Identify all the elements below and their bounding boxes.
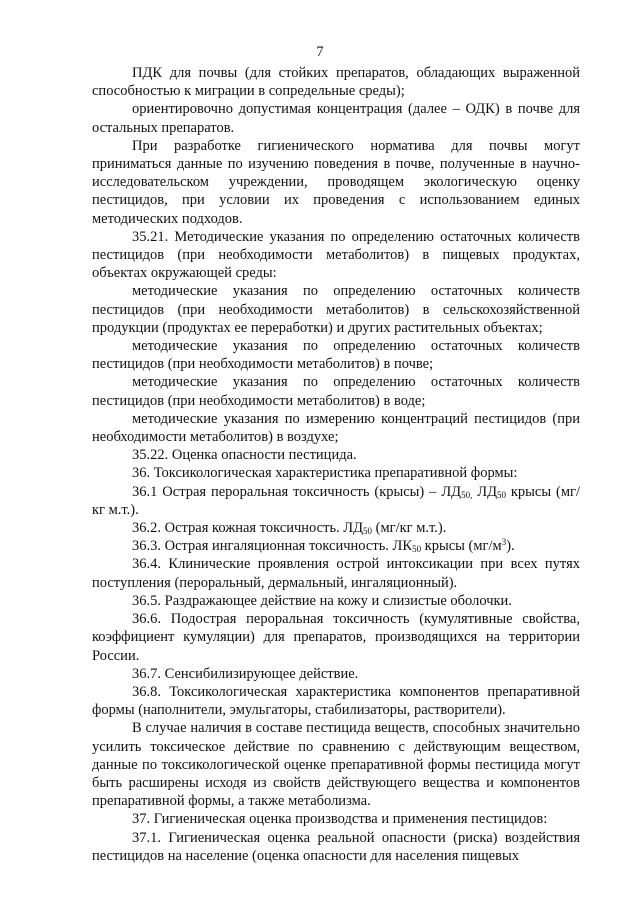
paragraph: 36. Токсикологическая характеристика препаративной формы: [132, 465, 518, 482]
paragraph: 37.1. Гигиеническая оценка реальной опасности (риска) воздействия пестицидов на население (оценка опасности для населения пищевых [92, 829, 580, 864]
text-run: 36.1 Острая пероральная токсичность (крысы) – ЛД [132, 483, 462, 500]
paragraph: При разработке гигиенического норматива для почвы могут приниматься данные по изучению поведения в почве, полученные в научно-исследовательском учреждении, проводящем экологическую оценку пестицидов, при условии их проведения с использованием единых методических подходов. [92, 137, 580, 227]
paragraph-36-2 [92, 519, 580, 537]
paragraph: 37. Гигиеническая оценка производства и применения пестицидов: [132, 811, 548, 828]
paragraph: 36.7. Сенсибилизирующее действие. [132, 665, 359, 682]
paragraph: ориентировочно допустимая концентрация (далее – ОДК) в почве для остальных препаратов. [92, 101, 580, 136]
document-body [92, 64, 580, 865]
paragraph: 36.6. Подострая пероральная токсичность (кумулятивные свойства, коэффициент кумуляции) для препаратов, производящихся на территории России. [92, 611, 580, 664]
paragraph: 35.22. Оценка опасности пестицида. [132, 447, 357, 464]
text-run: 36.2. Острая кожная токсичность. ЛД [132, 520, 364, 537]
paragraph: ПДК для почвы (для стойких препаратов, обладающих выраженной способностью к миграции в сопредельные среды); [92, 65, 580, 100]
subscript: 50, [461, 489, 473, 500]
paragraph: 36.4. Клинические проявления острой интоксикации при всех путях поступления (пероральный, дермальный, ингаляционный). [92, 556, 580, 591]
paragraph: В случае наличия в составе пестицида веществ, способных значительно усилить токсическое действие по сравнению с действующим веществом, данные по токсикологической оценке препаративной формы пестицида могут быть расширены исходя из свойств действующего вещества и компонентов препаративной формы, а также метаболизма. [92, 720, 580, 810]
superscript: 3 [501, 537, 507, 548]
page-number: 7 [316, 44, 324, 60]
paragraph-36-1 [92, 483, 580, 519]
subscript: 50 [363, 526, 373, 537]
text-run: (мг/кг м.т.). [372, 520, 447, 537]
text-run: ЛД [472, 483, 497, 500]
text-run: крысы (мг/м [421, 538, 502, 555]
text-run: крысы (мг/кг м.т.). [92, 483, 581, 518]
paragraph: 35.21. Методические указания по определению остаточных количеств пестицидов (при необходимости метаболитов) в пищевых продуктах, объектах окружающей среды: [92, 228, 580, 282]
paragraph-36-3 [92, 537, 580, 555]
paragraph: 36.8. Токсикологическая характеристика компонентов препаративной формы (наполнители, эмульгаторы, стабилизаторы, растворители). [92, 683, 580, 719]
text-run: ). [506, 538, 515, 555]
text-run: 36.3. Острая ингаляционная токсичность. ЛК [132, 538, 413, 555]
paragraph: методические указания по определению остаточных количеств пестицидов (при необходимости метаболитов) в почве; [92, 338, 580, 373]
paragraph: 36.5. Раздражающее действие на кожу и слизистые оболочки. [132, 592, 512, 609]
paragraph: методические указания по определению остаточных количеств пестицидов (при необходимости метаболитов) в сельскохозяйственной продукции (продуктах ее переработки) и других растительных объектах; [92, 283, 580, 336]
subscript: 50 [496, 489, 506, 500]
subscript: 50 [412, 544, 422, 555]
paragraph: методические указания по определению остаточных количеств пестицидов (при необходимости метаболитов) в воде; [92, 374, 580, 409]
paragraph: методические указания по измерению концентраций пестицидов (при необходимости метаболитов) в воздухе; [92, 410, 580, 446]
